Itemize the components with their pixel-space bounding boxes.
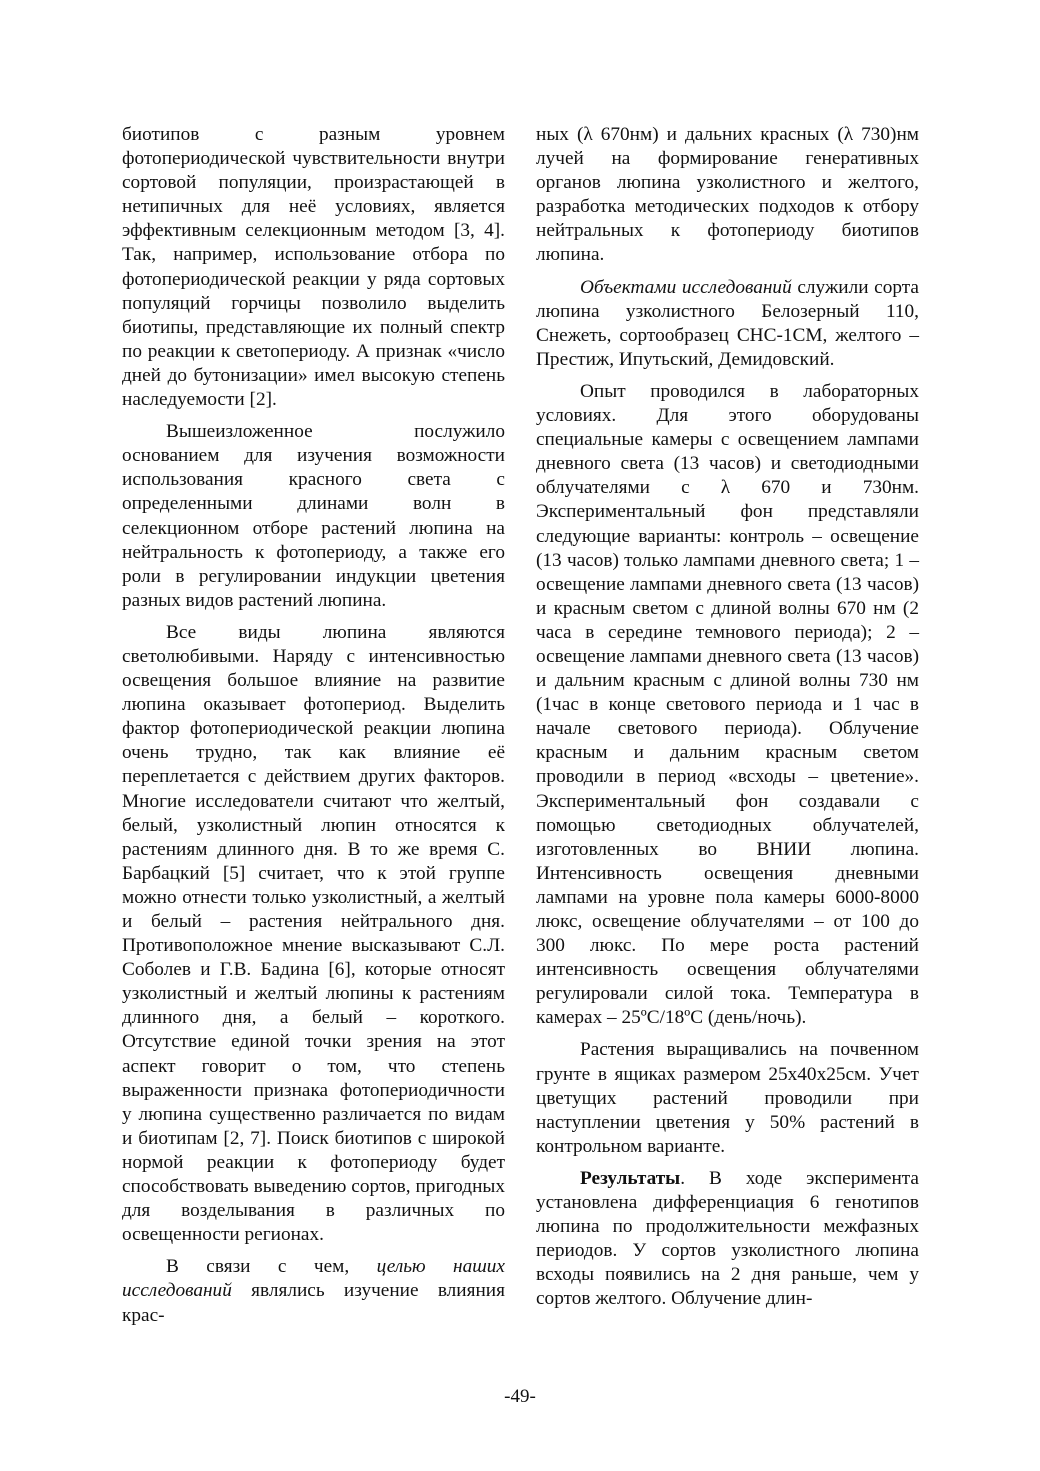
paragraph: Вышеизложенное послужило основанием для изучения возможности использования красного света с определенными длинами волн в селекционном отборе растений люпина на нейтральность к фотопериоду, а также его роли в регулировании индукции цветения разных видов растений люпина. (122, 421, 505, 611)
paragraph (536, 276, 919, 372)
emphasis-text: целью наших исследований (122, 1256, 505, 1302)
paragraph: Все виды люпина являются светолюбивыми. Наряду с интенсивностью освещения большое влияние на развитие люпина оказывает фотопериод. Выделить фактор фотопериодической реакции люпина очень трудно, так как влияние её переплетается с действием других факторов. Многие исследователи считают что желтый, белый, узколистный люпин относятся к растениям длинного дня. В то же время С. Барбацкий [5] считает, что к этой группе можно отнести только узколистный, а желтый и белый – растения нейтрального дня. Противоположное мнение высказывают С.Л. Соболев и Г.В. Бадина [6], которые относят узколистный и желтый люпины к растениям длинного дня, а белый – короткого. Отсутствие единой точки зрения на этот аспект говорит о том, что степень выраженности признака фотопериодичности у люпина существенно различается по видам и биотипам [2, 7]. Поиск биотипов с широкой нормой реакции к фотопериоду будет способствовать выведению сортов, пригодных для возделывания в различных по освещенности регионах. (122, 621, 505, 1246)
paragraph (536, 1167, 919, 1312)
paragraph (122, 1255, 505, 1327)
text-run: являлись изучение влияния крас- (122, 1280, 505, 1326)
left-column (122, 123, 505, 1328)
right-column (536, 123, 919, 1312)
paragraph: Растения выращивались на почвенном грунте в ящиках размером 25х40х25см. Учет цветущих растений проводили при наступлении цветения у 50% растений в контрольном варианте. (536, 1039, 919, 1157)
bold-heading: Результаты (580, 1167, 681, 1189)
text-run: служили сорта люпина узколистного Белозерный 110, Снежеть, сортообразец СНС-1СМ, желтого – Престиж, Ипутьский, Демидовский. (536, 276, 919, 370)
text-run: В связи с чем, (166, 1256, 377, 1278)
emphasis-text: Объектами исследований (580, 276, 792, 298)
paragraph: биотипов с разным уровнем фотопериодической чувствительности внутри сортовой популяции, произрастающей в нетипичных для неё условиях, является эффективным селекционным методом [3, 4]. Так, например, использование отбора по фотопериодической реакции у ряда сортовых популяций горчицы позволило выделить биотипы, представляющие их полный спектр по реакции к светопериоду. А признак «число дней до бутонизации» имел высокую степень наследуемости [2]. (122, 124, 505, 411)
paragraph: ных (λ 670нм) и дальних красных (λ 730)нм лучей на формирование генеративных органов люпина узколистного и желтого, разработка методических подходов к отбору нейтральных к фотопериоду биотипов люпина. (536, 124, 919, 266)
text-run: . В ходе эксперимента установлена дифференциация 6 генотипов люпина по продолжительности межфазных периодов. У сортов узколистного люпина всходы появились на 2 дня раньше, чем у сортов желтого. Облучение длин- (536, 1167, 919, 1310)
page-number: -49- (504, 1386, 536, 1407)
paragraph: Опыт проводился в лабораторных условиях. Для этого оборудованы специальные камеры с освещением лампами дневного света (13 часов) и светодиодными облучателями с λ 670 и 730нм. Экспериментальный фон представляли следующие варианты: контроль – освещение (13 часов) только лампами дневного света; 1 – освещение лампами дневного света (13 часов) и красным светом с длиной волны 670 нм (2 часа в середине темнового периода); 2 – освещение лампами дневного света (13 часов) и дальним красным с длиной волны 730 нм (1час в конце светового периода и 1 час в начале светового периода). Облучение красным и дальним красным светом проводили в период «всходы – цветение». Экспериментальный фон создавали с помощью светодиодных облучателей, изготовленных во ВНИИ люпина. Интенсивность освещения дневными лампами на уровне пола камеры 6000-8000 люкс, освещение облучателями – от 100 до 300 люкс. По мере роста растений интенсивность освещения облучателями регулировали силой тока. Температура в камерах – 25ºС/18ºС (день/ночь). (536, 380, 919, 1029)
